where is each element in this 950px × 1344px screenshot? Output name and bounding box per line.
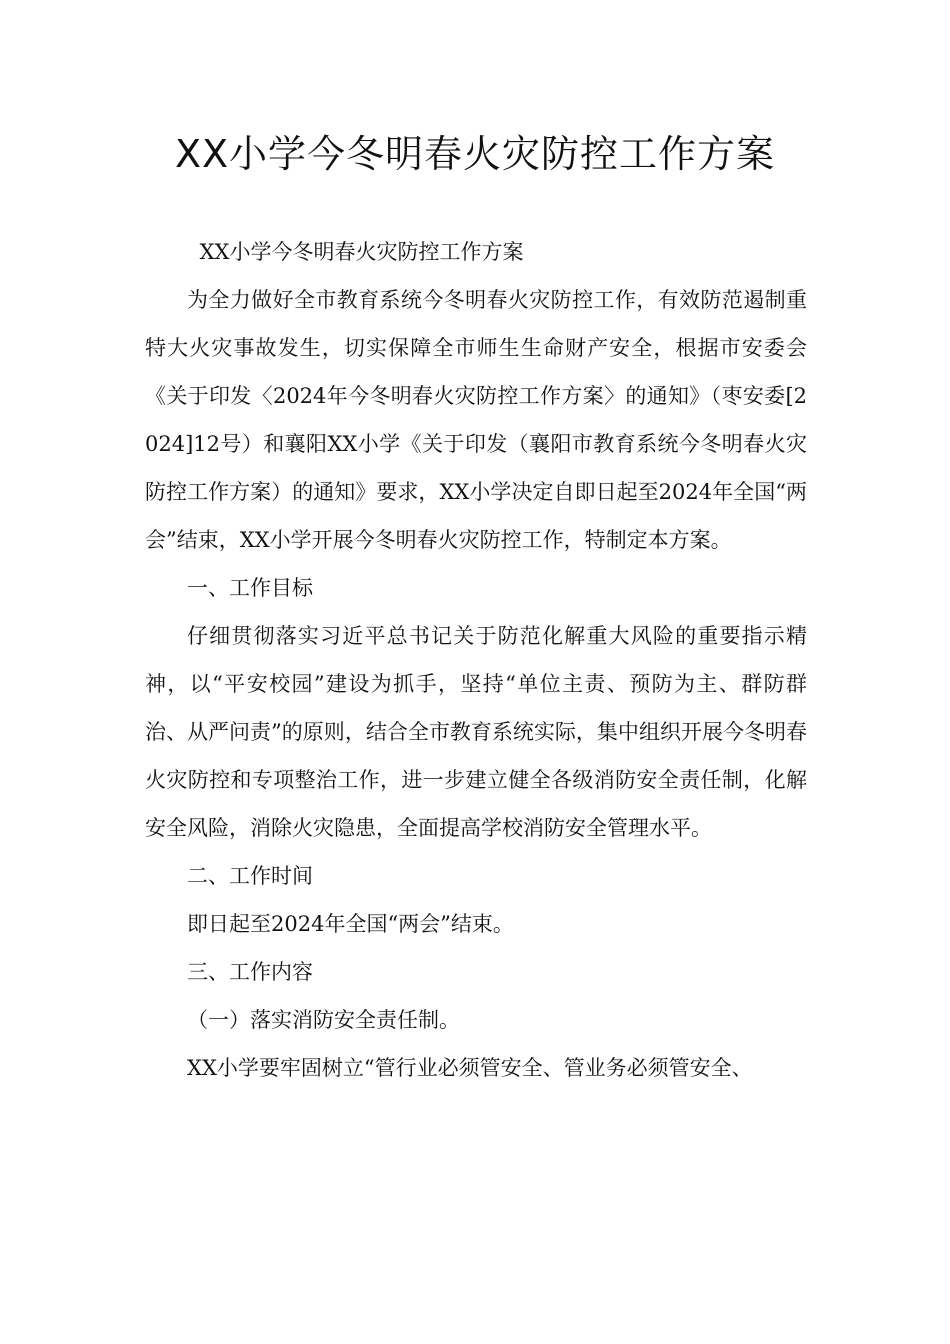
document-body	[145, 228, 807, 1092]
subsection-heading-responsibility: （一）落实消防安全责任制。	[187, 1008, 460, 1032]
intro-paragraph: 为全力做好全市教育系统今冬明春火灾防控工作，有效防范遏制重特大火灾事故发生，切实保障全市师生生命财产安全，根据市安委会《关于印发〈2024年今冬明春火灾防控工作方案〉的通知》（枣安委[2024]12号）和襄阳XX小学《关于印发（襄阳市教育系统今冬明春火灾防控工作方案）的通知》要求，XX小学决定自即日起至2024年全国“两会”结束，XX小学开展今冬明春火灾防控工作，特制定本方案。	[145, 288, 807, 552]
section-heading-content: 三、工作内容	[187, 960, 313, 984]
goals-paragraph: 仔细贯彻落实习近平总书记关于防范化解重大风险的重要指示精神，以“平安校园”建设为抓手，坚持“单位主责、预防为主、群防群治、从严问责”的原则，结合全市教育系统实际，集中组织开展今冬明春火灾防控和专项整治工作，进一步建立健全各级消防安全责任制，化解安全风险，消除火灾隐患，全面提高学校消防安全管理水平。	[145, 624, 807, 840]
section-heading-time: 二、工作时间	[187, 864, 313, 888]
document-title: XX小学今冬明春火灾防控工作方案	[174, 132, 776, 176]
section-heading-goals: 一、工作目标	[187, 576, 313, 600]
subtitle-paragraph: XX小学今冬明春火灾防控工作方案	[199, 240, 524, 264]
responsibility-paragraph: XX小学要牢固树立“管行业必须管安全、管业务必须管安全、	[187, 1056, 753, 1080]
time-paragraph: 即日起至2024年全国“两会”结束。	[187, 912, 514, 936]
